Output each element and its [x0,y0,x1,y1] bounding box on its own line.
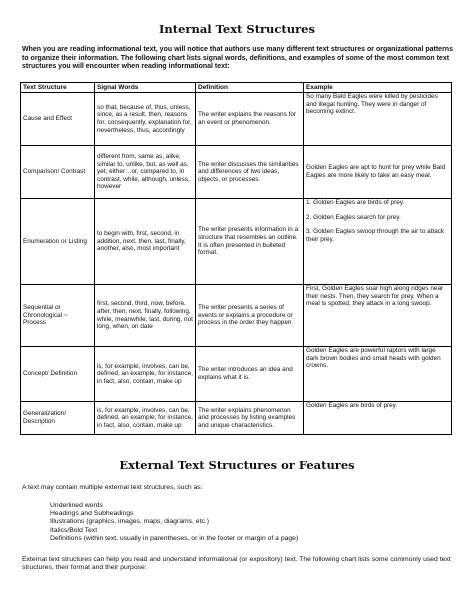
example-cell: So many Bald Eagles were killed by pesticides and illegal hunting. They were in danger of becoming extinct. [304,93,452,146]
page-title: Internal Text Structures [159,22,315,36]
signal-words-cell: first, second, third, now, before, after, then, next, finally, following, while, meanwhile, last, during, not long, when, on date [95,285,196,347]
section-title: External Text Structures or Features [119,458,355,472]
signal-words-cell: to begin with, first, second, in addition, next, then, last, finally, another, also, most important [95,199,196,285]
column-header: Example [304,83,452,93]
example-cell: First, Golden Eagles soar high along ridges near their nests. Then, they search for prey. When a meal is spotted, they attack in a long swoop. [304,285,452,347]
signal-words-cell: different from, same as, alike, similar to, unlike, but, as well as, yet, either…or, compared to, in contrast, while, although, unless, however [95,146,196,199]
example-cell: Golden Eagles are powerful raptors with large dark brown bodies and small heads with golden crowns. [304,347,452,402]
external-intro: A text may contain multiple external text structures, such as: [22,484,203,491]
list-item: Headings and Subheadings [50,510,134,518]
example-list-item: 3. Golden Eagles swoop through the air to attack their prey. [306,228,445,243]
signal-words-cell: so that, because of, thus, unless, since, as a result, then, reasons for, consequently, explanation for, nevertheless, thus, accordingly [95,93,196,146]
definition-cell: The writer introduces an idea and explains what it is. [196,347,304,402]
external-features-list [50,502,450,543]
table-row [21,146,452,199]
definition-cell: The writer explains phenomenon and processes by listing examples and unique characteristics. [196,402,304,435]
signal-words-cell: is, for example, involves, can be, defined, an example, for instance, in fact, also, contain, make up [95,402,196,435]
closing-paragraph: External text structures can help you read and understand informational (or expository) text. The following chart lists some commonly used text structures, their format and their purpose: [22,556,451,572]
example-cell: Golden Eagles are apt to hunt for prey while Bald Eagles are more likely to take an easy meal. [304,146,452,199]
table-header-row [21,83,452,93]
definition-cell: The writer explains the reasons for an event or phenomenon. [196,93,304,146]
example-cell [304,199,452,285]
example-cell: Golden Eagles are birds of prey. [304,402,452,435]
definition-cell: The writer presents information in a structure that resembles an outline. It is often presented in bulleted format. [196,199,304,285]
structure-cell: Generalization/ Description [21,402,95,435]
intro-paragraph: When you are reading informational text, you will notice that authors use many different text structures or organizational patterns to organize their information. The following chart lists signal words, definitions, and examples of some of the most common text structures you will encounter when reading informational text: [22,46,453,71]
text-structures-table [20,82,452,435]
example-list-item: 2. Golden Eagles search for prey. [306,213,401,221]
list-item: Definitions (within text, usually in parentheses, or in the footer or margin of a page) [50,534,299,542]
table-row [21,402,452,435]
column-header: Signal Words [95,83,196,93]
list-item: Italics/Bold Text [50,526,98,534]
table-row [21,285,452,347]
signal-words-cell: is, for example, involves, can be, defined, an example, for instance, in fact, also, contain, make up [95,347,196,402]
structure-cell: Cause and Effect [21,93,95,146]
list-item: Illustrations (graphics, images, maps, diagrams, etc.) [50,518,210,526]
structure-cell: Comparison/ Contrast [21,146,95,199]
example-list-item: 1. Golden Eagles are birds of prey. [306,199,405,206]
table-row [21,199,452,285]
table-row [21,347,452,402]
column-header: Definition [196,83,304,93]
structure-cell: Enumeration or Listing [21,199,95,285]
column-header: Text Structure [21,83,95,93]
table-row [21,93,452,146]
structure-cell: Concept/ Definition [21,347,95,402]
structure-cell: Sequential or Chronological ~ Process [21,285,95,347]
list-item: Underlined words [50,502,103,509]
definition-cell: The writer discusses the similarities and differences of two ideas, objects, or processes. [196,146,304,199]
definition-cell: The writer presents a series of events or explains a procedure or process in the order they happen. [196,285,304,347]
